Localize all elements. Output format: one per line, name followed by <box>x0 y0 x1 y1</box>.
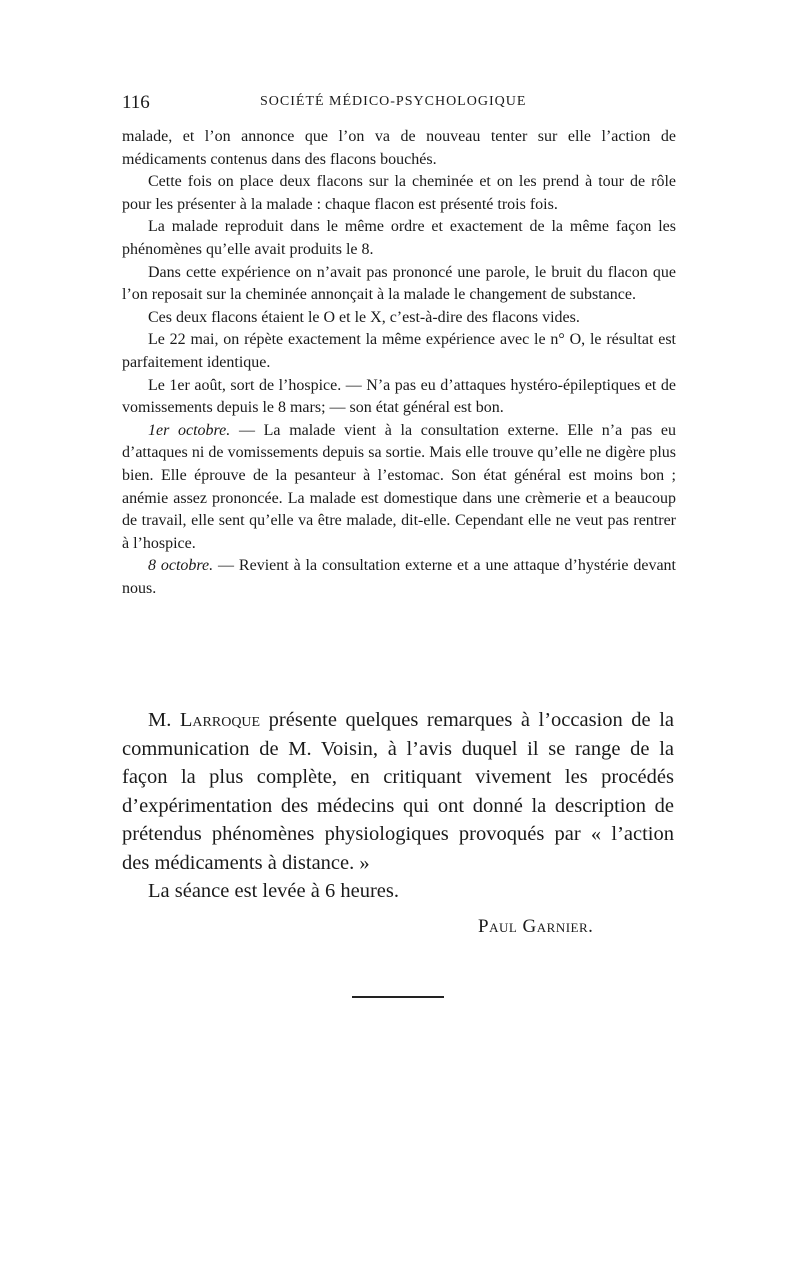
case-report-text <box>122 126 676 600</box>
paragraph <box>122 706 674 877</box>
remarks-text <box>122 706 674 906</box>
paragraph: Dans cette expérience on n’avait pas prononcé une parole, le bruit du flacon que l’on reposait sur la cheminée annonçait à la malade le changement de substance. <box>122 263 676 304</box>
entry-date: 8 octobre. <box>148 557 214 575</box>
entry-text: — La malade vient à la consultation externe. Elle n’a pas eu d’attaques ni de vomissements depuis sa sortie. Mais elle trouve qu’elle ne digère plus bien. Elle éprouve de la pesanteur à l’estomac. Son état général est moins bon ; anémie assez prononcée. La malade est domestique dans une crèmerie et a beaucoup de travail, elle sent qu’elle va être malade, dit-elle. Cependant elle ne veut pas rentrer à l’hospice. <box>122 421 677 552</box>
paragraph: Cette fois on place deux flacons sur la cheminée et on les prend à tour de rôle pour les présenter à la malade : chaque flacon est présenté trois fois. <box>122 173 676 213</box>
paragraph: Le 1er août, sort de l’hospice. — N’a pas eu d’attaques hystéro-épileptiques et de vomissements depuis le 8 mars; — son état général est bon. <box>122 376 676 417</box>
paragraph: Le 22 mai, on répète exactement la même expérience avec le n° O, le résultat est parfaitement identique. <box>122 331 676 371</box>
running-head <box>122 92 678 116</box>
speaker-prefix: M. <box>148 709 180 731</box>
end-rule <box>352 996 444 998</box>
speaker-name: Larroque <box>179 709 261 731</box>
paragraph: Ces deux flacons étaient le O et le X, c’est-à-dire des flacons vides. <box>148 308 580 326</box>
paragraph <box>122 420 676 556</box>
page-number: 116 <box>122 92 150 113</box>
entry-text: — Revient à la consultation externe et a une attaque d’hystérie devant nous. <box>122 557 677 597</box>
signature: Paul Garnier. <box>478 916 594 937</box>
paragraph <box>122 555 676 600</box>
paragraph: malade, et l’on annonce que l’on va de nouveau tenter sur elle l’action de médicaments contenus dans des flacons bouchés. <box>122 128 676 168</box>
session-closing: La séance est levée à 6 heures. <box>148 880 399 902</box>
entry-date: 1er octobre. <box>148 421 231 439</box>
running-head-title: SOCIÉTÉ MÉDICO-PSYCHOLOGIQUE <box>260 94 527 109</box>
remarks-body: présente quelques remarques à l’occasion de la communication de M. Voisin, à l’avis duquel il se range de la façon la plus complète, en critiquant vivement les procédés d’expérimentation des médecins qui ont donné la description de prétendus phénomènes physiologiques provoqués par « l’action des médicaments à distance. » <box>122 709 674 874</box>
paragraph: La malade reproduit dans le même ordre et exactement de la même façon les phénomènes qu’elle avait produits le 8. <box>122 218 676 258</box>
